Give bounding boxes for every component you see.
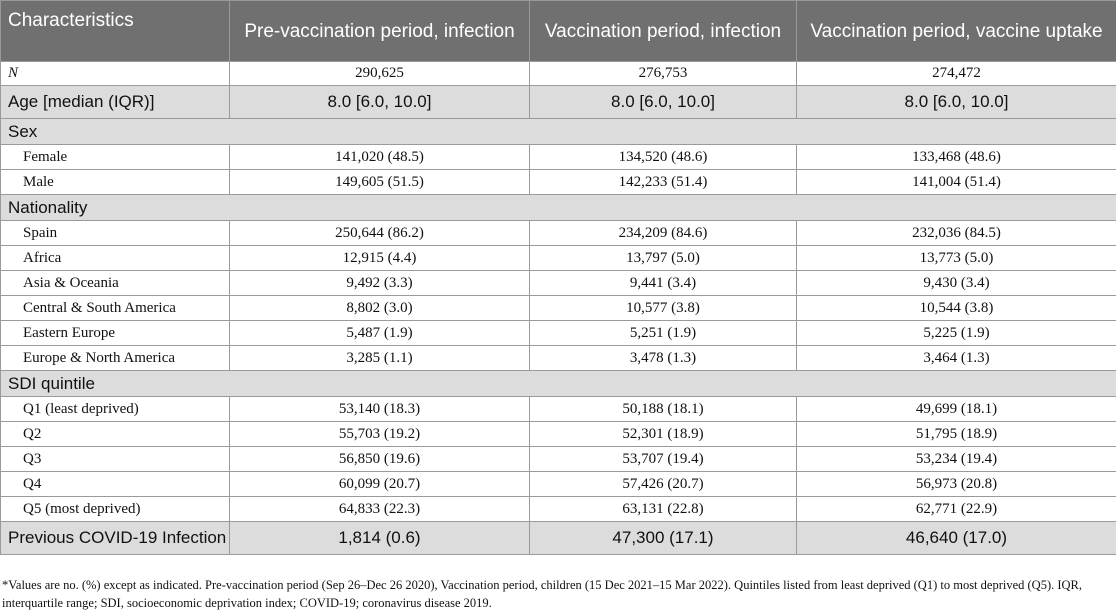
cell-value: 142,233 (51.4) (530, 170, 797, 195)
row-label: Europe & North America (1, 346, 230, 371)
table-row-previous-infection (1, 522, 1116, 555)
row-label: Eastern Europe (1, 321, 230, 346)
cell-value: 3,464 (1.3) (797, 346, 1116, 371)
row-label: Q1 (least deprived) (1, 397, 230, 422)
cell-value: 276,753 (530, 62, 797, 86)
cell-value: 274,472 (797, 62, 1116, 86)
table-row (1, 145, 1116, 170)
row-label: Q5 (most deprived) (1, 497, 230, 522)
cell-value: 8,802 (3.0) (230, 296, 530, 321)
header-vaccination-uptake: Vaccination period, vaccine uptake (797, 1, 1116, 62)
header-pre-vaccination-infection: Pre-vaccination period, infection (230, 1, 530, 62)
row-label: Africa (1, 246, 230, 271)
cell-value: 50,188 (18.1) (530, 397, 797, 422)
section-row-nationality (1, 195, 1116, 221)
row-label: Asia & Oceania (1, 271, 230, 296)
cell-value: 64,833 (22.3) (230, 497, 530, 522)
section-row-sex (1, 119, 1116, 145)
cell-value: 57,426 (20.7) (530, 472, 797, 497)
table-row-age (1, 86, 1116, 119)
cell-value: 9,430 (3.4) (797, 271, 1116, 296)
table-row (1, 296, 1116, 321)
row-label: Q3 (1, 447, 230, 472)
row-label: Age [median (IQR)] (1, 86, 230, 119)
cell-value: 53,707 (19.4) (530, 447, 797, 472)
cell-value: 5,487 (1.9) (230, 321, 530, 346)
cell-value: 10,577 (3.8) (530, 296, 797, 321)
cell-value: 60,099 (20.7) (230, 472, 530, 497)
cell-value: 63,131 (22.8) (530, 497, 797, 522)
header-row (1, 1, 1116, 62)
cell-value: 12,915 (4.4) (230, 246, 530, 271)
table-footnote: *Values are no. (%) except as indicated. Pre-vaccination period (Sep 26–Dec 26 2020), Vaccination period, children (15 Dec 2021–15 Mar 2022). Quintiles listed from least deprived (Q1) to most deprived (Q5). IQR, interquartile range; SDI, socioeconomic deprivation index; COVID-19; coronavirus disease 2019. (2, 578, 1083, 610)
row-label: Q2 (1, 422, 230, 447)
cell-value: 52,301 (18.9) (530, 422, 797, 447)
cell-value: 134,520 (48.6) (530, 145, 797, 170)
cell-value: 8.0 [6.0, 10.0] (530, 86, 797, 119)
cell-value: 5,225 (1.9) (797, 321, 1116, 346)
header-vaccination-infection: Vaccination period, infection (530, 1, 797, 62)
cell-value: 13,773 (5.0) (797, 246, 1116, 271)
row-label: Female (1, 145, 230, 170)
row-label: Male (1, 170, 230, 195)
table-row (1, 447, 1116, 472)
cell-value: 290,625 (230, 62, 530, 86)
row-label: Q4 (1, 472, 230, 497)
section-label: Sex (1, 119, 1116, 145)
table-row (1, 497, 1116, 522)
cell-value: 1,814 (0.6) (230, 522, 530, 555)
cell-value: 10,544 (3.8) (797, 296, 1116, 321)
cell-value: 8.0 [6.0, 10.0] (230, 86, 530, 119)
section-label: SDI quintile (1, 371, 1116, 397)
header-characteristics: Characteristics (1, 1, 230, 62)
table-row (1, 221, 1116, 246)
cell-value: 51,795 (18.9) (797, 422, 1116, 447)
cell-value: 53,140 (18.3) (230, 397, 530, 422)
table-row (1, 397, 1116, 422)
table-row (1, 422, 1116, 447)
row-label: N (1, 62, 230, 86)
cell-value: 232,036 (84.5) (797, 221, 1116, 246)
table-row (1, 472, 1116, 497)
cell-value: 149,605 (51.5) (230, 170, 530, 195)
cell-value: 13,797 (5.0) (530, 246, 797, 271)
section-row-sdi-quintile (1, 371, 1116, 397)
cell-value: 133,468 (48.6) (797, 145, 1116, 170)
table-row (1, 246, 1116, 271)
cell-value: 3,478 (1.3) (530, 346, 797, 371)
row-label: Previous COVID-19 Infection (1, 522, 230, 555)
cell-value: 8.0 [6.0, 10.0] (797, 86, 1116, 119)
cell-value: 46,640 (17.0) (797, 522, 1116, 555)
table-row-n (1, 62, 1116, 86)
cell-value: 62,771 (22.9) (797, 497, 1116, 522)
cell-value: 3,285 (1.1) (230, 346, 530, 371)
cell-value: 9,441 (3.4) (530, 271, 797, 296)
cell-value: 250,644 (86.2) (230, 221, 530, 246)
table-row (1, 321, 1116, 346)
cell-value: 141,004 (51.4) (797, 170, 1116, 195)
row-label: Spain (1, 221, 230, 246)
cell-value: 56,973 (20.8) (797, 472, 1116, 497)
cell-value: 47,300 (17.1) (530, 522, 797, 555)
cell-value: 53,234 (19.4) (797, 447, 1116, 472)
cell-value: 55,703 (19.2) (230, 422, 530, 447)
cell-value: 49,699 (18.1) (797, 397, 1116, 422)
table-row (1, 170, 1116, 195)
cell-value: 234,209 (84.6) (530, 221, 797, 246)
cell-value: 5,251 (1.9) (530, 321, 797, 346)
table-row (1, 271, 1116, 296)
cell-value: 141,020 (48.5) (230, 145, 530, 170)
row-label: Central & South America (1, 296, 230, 321)
cell-value: 56,850 (19.6) (230, 447, 530, 472)
section-label: Nationality (1, 195, 1116, 221)
table-row (1, 346, 1116, 371)
cell-value: 9,492 (3.3) (230, 271, 530, 296)
